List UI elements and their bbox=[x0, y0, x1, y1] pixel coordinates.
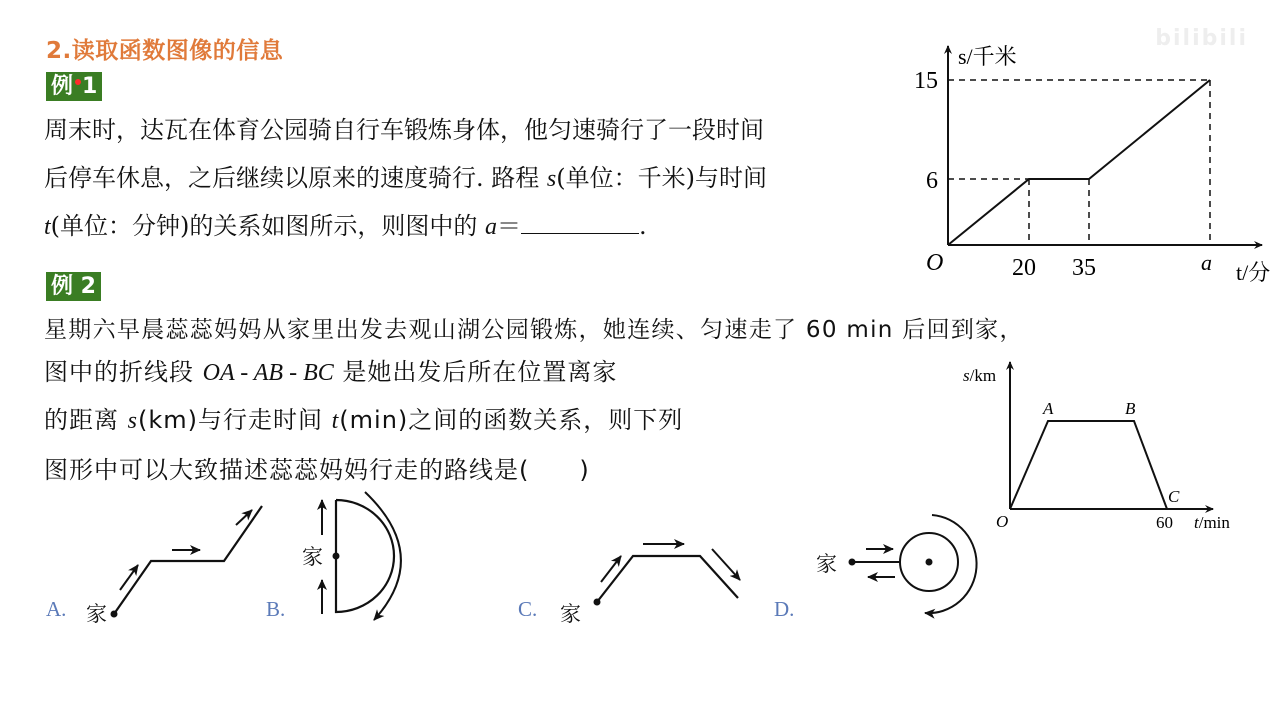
variable-s: s bbox=[127, 408, 138, 434]
x-axis-label: t/分 bbox=[1236, 260, 1271, 285]
example-1-line-1: 周末时，达瓦在体育公园骑自行车锻炼身体，他匀速骑行了一段时间 bbox=[44, 116, 764, 144]
origin-label: O bbox=[926, 250, 944, 276]
option-b-drawing[interactable] bbox=[322, 492, 401, 620]
y-tick-15: 15 bbox=[914, 68, 938, 94]
option-c-label[interactable]: C. bbox=[518, 597, 538, 621]
option-c-home-label: 家 bbox=[560, 602, 581, 626]
point-a-label: A bbox=[1043, 399, 1054, 418]
example-2-line-3-text: 的距离 bbox=[44, 406, 128, 434]
x-tick-60: 60 bbox=[1156, 513, 1173, 532]
option-c-drawing[interactable] bbox=[594, 544, 741, 606]
x-axis-label: t/min bbox=[1194, 513, 1230, 532]
example-2-badge: 例 2 bbox=[46, 272, 101, 301]
y-axis-label: s/km bbox=[963, 366, 997, 385]
example-2-line-3-tail: (min)之间的函数关系，则下列 bbox=[339, 406, 684, 434]
period: . bbox=[639, 212, 647, 240]
example-1-badge-text: 例 bbox=[51, 74, 74, 99]
example-2-line-3 bbox=[44, 400, 683, 435]
y-axis-label: s/千米 bbox=[958, 44, 1017, 69]
example-1-graph bbox=[900, 30, 1278, 290]
variable-t: t bbox=[44, 214, 51, 240]
polyline-name: OA - AB - BC bbox=[202, 360, 334, 386]
answer-options bbox=[0, 490, 1000, 640]
example-1-line-3-text: (单位：分钟)的关系如图所示，则图中的 bbox=[50, 212, 486, 240]
point-c-label: C bbox=[1168, 487, 1180, 506]
x-tick-20: 20 bbox=[1012, 255, 1036, 281]
answer-blank[interactable] bbox=[521, 211, 639, 234]
example-1-badge-number: 1 bbox=[82, 74, 98, 99]
x-tick-35: 35 bbox=[1072, 255, 1096, 281]
variable-s: s bbox=[546, 166, 557, 192]
option-d-label[interactable]: D. bbox=[774, 597, 795, 621]
option-b-home-label: 家 bbox=[302, 545, 323, 569]
example-2-line-4: 图形中可以大致描述蕊蕊妈妈行走的路线是( ) bbox=[44, 456, 590, 484]
section-title: 2.读取函数图像的信息 bbox=[46, 38, 284, 64]
example-1-badge bbox=[46, 72, 102, 101]
example-2-line-3-mid: (km)与行走时间 bbox=[137, 406, 332, 434]
y-tick-6: 6 bbox=[926, 168, 938, 194]
variable-a: a bbox=[485, 214, 498, 240]
example-1-line-2-text: 后停车休息，之后继续以原来的速度骑行. 路程 bbox=[44, 164, 547, 192]
x-tick-a: a bbox=[1201, 250, 1212, 275]
example-2-line-1: 星期六早晨蕊蕊妈妈从家里出发去观山湖公园锻炼，她连续、匀速走了 60 min 后回到家， bbox=[44, 317, 1024, 343]
option-a-home-label: 家 bbox=[86, 602, 107, 626]
example-1-line-2-tail: (单位：千米)与时间 bbox=[556, 164, 767, 192]
watermark-logo: bilibili bbox=[1155, 26, 1248, 51]
example-2-line-2 bbox=[44, 352, 617, 387]
option-a-label[interactable]: A. bbox=[46, 597, 67, 621]
option-a-drawing[interactable] bbox=[111, 506, 263, 618]
option-d-drawing[interactable] bbox=[849, 515, 977, 613]
option-b-label[interactable]: B. bbox=[266, 597, 286, 621]
example-2-line-2-tail: 是她出发后所在位置离家 bbox=[333, 358, 618, 386]
origin-label: O bbox=[996, 512, 1009, 531]
option-d-home-label: 家 bbox=[816, 552, 837, 576]
red-dot-icon bbox=[75, 79, 81, 85]
example-2-line-2-text: 图中的折线段 bbox=[44, 358, 203, 386]
point-b-label: B bbox=[1125, 399, 1136, 418]
equals-sign: ＝ bbox=[497, 212, 522, 240]
example-1-line-3 bbox=[44, 206, 647, 241]
example-1-line-2 bbox=[44, 158, 767, 193]
variable-t: t bbox=[331, 408, 340, 434]
